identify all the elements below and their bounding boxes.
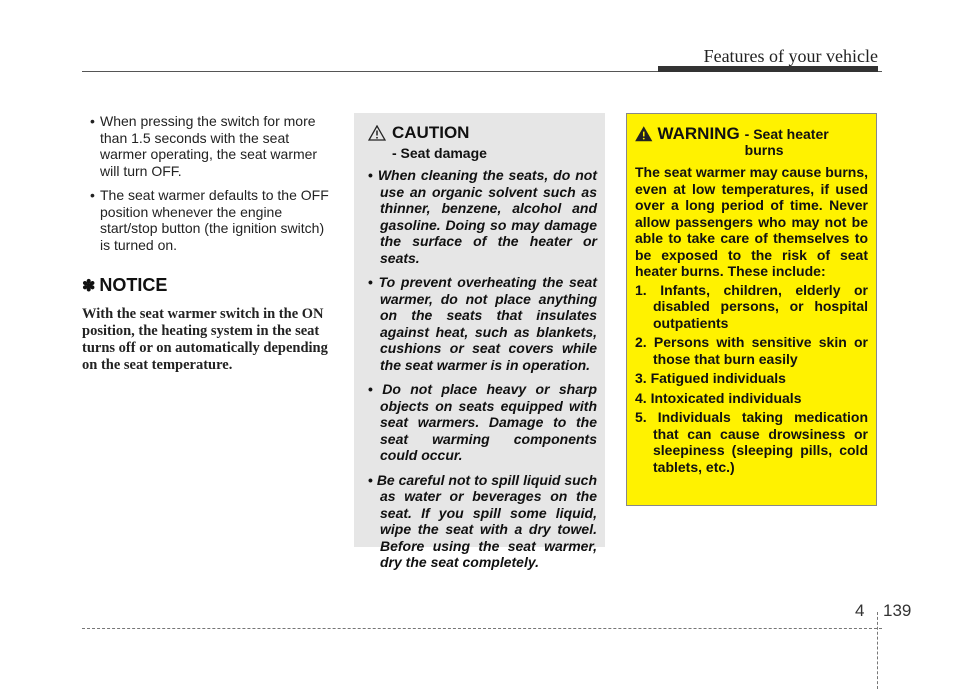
warning-subtitle: - Seat heater burns bbox=[744, 126, 829, 158]
warning-heading bbox=[635, 124, 868, 158]
warning-item: 1. Infants, children, elderly or disabled persons, or hospital outpatients bbox=[635, 281, 868, 331]
warning-list bbox=[635, 282, 868, 476]
caution-subtitle: - Seat damage bbox=[392, 145, 487, 161]
warning-item: 3. Fatigued individuals bbox=[635, 370, 786, 386]
info-bullet: • The seat warmer defaults to the OFF position whenever the engine start/stop button (the ignition switch) is turned on. bbox=[82, 187, 334, 253]
caution-item: • Be careful not to spill liquid such as water or beverages on the seat. If you spill some liquid, wipe the seat with a dry towel. Before using the seat warmer, dry the seat completely. bbox=[368, 472, 597, 571]
notice-heading bbox=[82, 275, 334, 296]
warning-box bbox=[626, 113, 877, 506]
notice-asterisk-icon: ✽ bbox=[82, 277, 96, 295]
caution-triangle-icon bbox=[368, 125, 386, 141]
left-column bbox=[82, 113, 334, 374]
caution-list bbox=[368, 167, 597, 571]
notice-title: NOTICE bbox=[99, 275, 168, 295]
caution-title: CAUTION bbox=[392, 123, 470, 142]
caution-item: • To prevent overheating the seat warmer, do not place anything on the seats that insulates against heat, such as blankets, cushions or seat covers while the seat warmer is in operation. bbox=[368, 274, 597, 373]
chapter-number: 4 bbox=[855, 601, 865, 620]
footer-rule bbox=[82, 628, 882, 629]
caution-item: • When cleaning the seats, do not use an organic solvent such as thinner, benzene, alcohol and gasoline. Doing so may damage the surface of the heater or seats. bbox=[368, 167, 597, 266]
notice-body: With the seat warmer switch in the ON position, the heating system in the seat turns off or on automatically depending on the seat temperature. bbox=[82, 306, 328, 373]
caution-heading bbox=[368, 123, 597, 143]
warning-item: 2. Persons with sensitive skin or those that burn easily bbox=[635, 334, 868, 367]
warning-item: 4. Intoxicated individuals bbox=[635, 389, 802, 406]
info-bullet: • When pressing the switch for more than 1.5 seconds with the seat warmer operating, the seat warmer will turn OFF. bbox=[82, 113, 334, 179]
warning-intro: The seat warmer may cause burns, even at low temperatures, if used over a long period of time. Never allow passengers who may not be able to take care of themselves to be exposed to the risk of seat heater burns. These include: bbox=[635, 164, 868, 279]
caution-box bbox=[354, 113, 605, 570]
header-rule-accent bbox=[658, 66, 878, 72]
page-header-title: Features of your vehicle bbox=[703, 46, 878, 66]
caution-item: • Do not place heavy or sharp objects on seats equipped with seat warmers. Damage to the seat warming components could occur. bbox=[368, 381, 597, 464]
page-number: 139 bbox=[883, 601, 912, 620]
warning-title: WARNING bbox=[657, 124, 740, 143]
warning-item: 5. Individuals taking medication that can cause drowsiness or sleepiness (sleeping pills, cold tablets, etc.) bbox=[635, 409, 868, 475]
footer-divider bbox=[877, 612, 878, 689]
warning-triangle-icon bbox=[635, 126, 653, 142]
info-bullet-list bbox=[82, 113, 334, 253]
